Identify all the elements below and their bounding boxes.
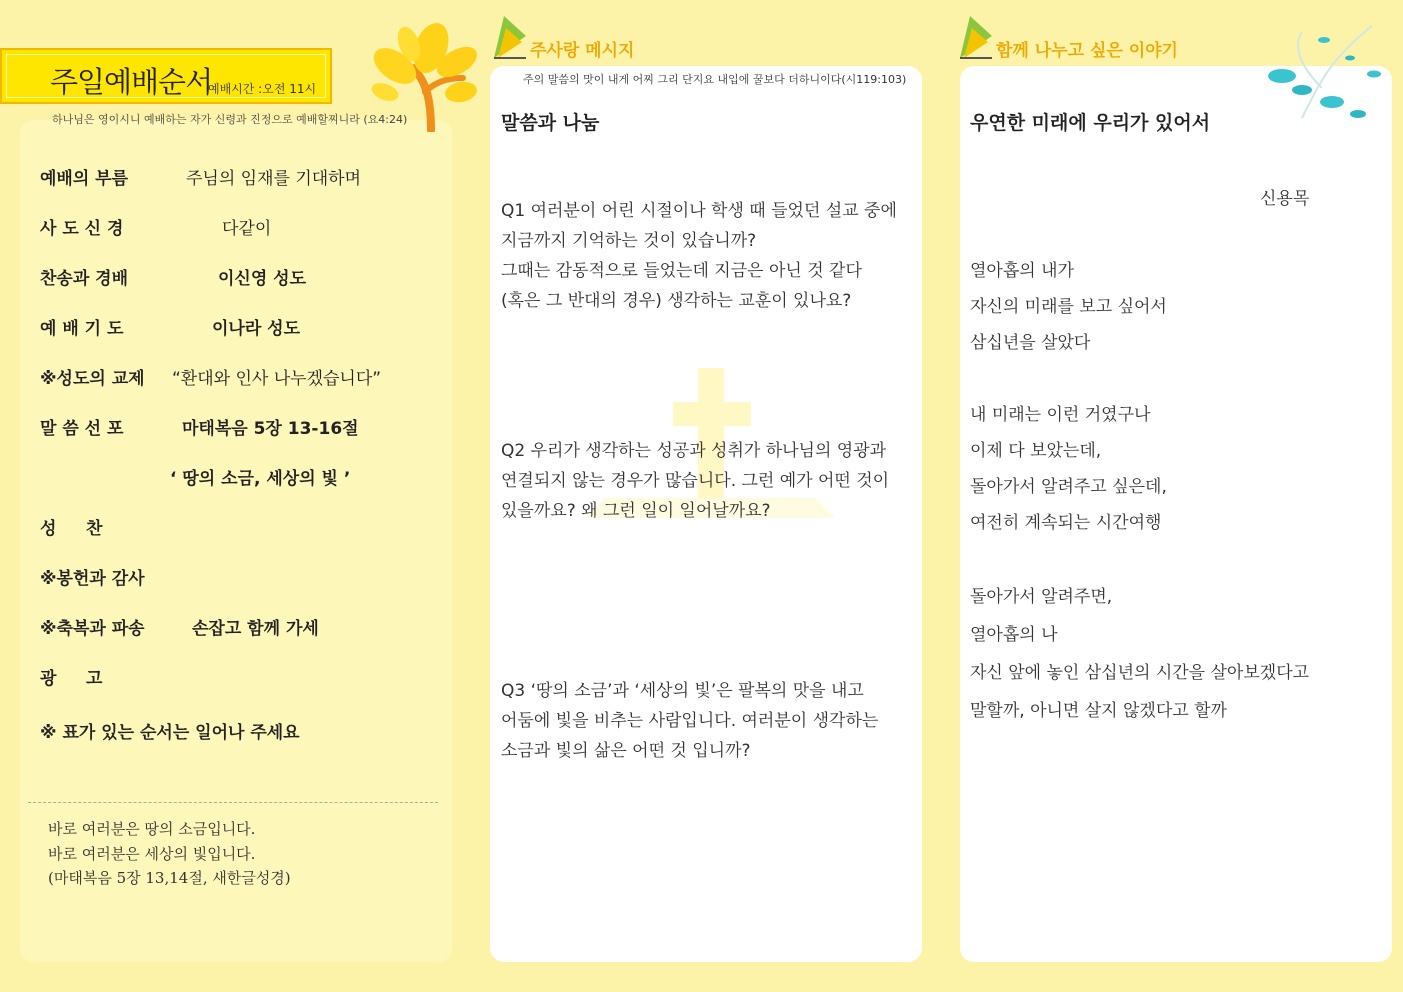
footer-line: 바로 여러분은 세상의 빛입니다. — [48, 845, 256, 863]
row-label: 말 씀 선 포 — [40, 419, 124, 439]
leaf-logo-icon — [492, 12, 528, 60]
poem-line: 돌아가서 알려주면, — [970, 587, 1113, 607]
service-time: 예배시간 :오전 11시 — [208, 82, 317, 96]
row-creed — [40, 214, 272, 239]
poem-line: 자신의 미래를 보고 싶어서 — [970, 297, 1167, 317]
section-title: 말씀과 나눔 — [501, 112, 600, 134]
row-label: 성 찬 — [40, 519, 103, 539]
row-offering — [40, 564, 145, 589]
row-label: 예 배 기 도 — [40, 319, 124, 339]
row-label: 사 도 신 경 — [40, 219, 124, 239]
row-value: 주님의 임재를 기대하며 — [186, 169, 362, 189]
footer-line: 바로 여러분은 땅의 소금입니다. — [48, 820, 256, 838]
question-line: 어둠에 빛을 비추는 사람입니다. 여러분이 생각하는 — [501, 711, 879, 731]
question-line: Q2 우리가 생각하는 성공과 성취가 하나님의 영광과 — [501, 441, 887, 461]
row-label: ※성도의 교제 — [40, 369, 145, 389]
row-value: 다같이 — [222, 219, 272, 239]
row-value: 마태복음 5장 13-16절 — [182, 419, 359, 439]
divider — [28, 802, 438, 803]
question-line: 지금까지 기억하는 것이 있습니까? — [501, 231, 757, 251]
poem-title: 우연한 미래에 우리가 있어서 — [970, 112, 1211, 134]
header-verse: 하나님은 영이시니 예배하는 자가 신령과 진정으로 예배할찌니라 (요4:24) — [52, 113, 408, 126]
poem-line: 열아홉의 내가 — [970, 261, 1074, 281]
header-verse: 주의 말씀의 맛이 내게 어찌 그리 단지요 내입에 꿀보다 더하니이다(시119:103) — [523, 73, 907, 86]
question-line: Q1 여러분이 어린 시절이나 학생 때 들었던 설교 중에 — [501, 201, 897, 221]
floral-ornament-icon — [1262, 18, 1392, 130]
footer-line: (마태복음 5장 13,14절, 새한글성경) — [48, 869, 291, 887]
row-label: ※축복과 파송 — [40, 619, 145, 639]
poem-line: 열아홉의 나 — [970, 625, 1058, 645]
page-title: 주일예배순서 — [50, 65, 213, 99]
section-header: 주사랑 메시지 — [530, 41, 635, 61]
poem-line: 돌아가서 알려주고 싶은데, — [970, 477, 1167, 497]
row-praise — [40, 264, 307, 289]
poem-line: 여전히 계속되는 시간여행 — [970, 513, 1162, 533]
poem-line: 내 미래는 이런 거였구나 — [970, 405, 1151, 425]
question-line: 소금과 빛의 삶은 어떤 것 입니까? — [501, 741, 751, 761]
standing-note: ※ 표가 있는 순서는 일어나 주세요 — [40, 723, 300, 743]
question-line: 그때는 감동적으로 들었는데 지금은 아닌 것 같다 — [501, 261, 862, 281]
poem-line: 말할까, 아니면 살지 않겠다고 할까 — [970, 701, 1227, 721]
poem-line: 삼십년을 살았다 — [970, 333, 1091, 353]
question-line: (혹은 그 반대의 경우) 생각하는 교훈이 있나요? — [501, 291, 852, 311]
poem-line: 자신 앞에 놓인 삼십년의 시간을 살아보겠다고 — [970, 663, 1310, 683]
row-value: 손잡고 함께 가세 — [192, 619, 319, 639]
question-line: Q3 ‘땅의 소금’과 ‘세상의 빛’은 팔복의 맛을 내고 — [501, 681, 864, 701]
row-value: 이신영 성도 — [218, 269, 307, 289]
row-label: ※봉헌과 감사 — [40, 569, 145, 589]
row-prayer — [40, 314, 301, 339]
leaf-logo-icon — [958, 12, 994, 60]
question-1 — [501, 196, 901, 316]
row-value: 이나라 성도 — [212, 319, 301, 339]
row-communion — [40, 514, 102, 539]
poem-line: 이제 다 보았는데, — [970, 441, 1102, 461]
row-announcements — [40, 664, 102, 689]
question-2 — [501, 436, 901, 526]
question-line: 연결되지 않는 경우가 많습니다. 그런 예가 어떤 것이 — [501, 471, 890, 491]
tree-icon — [365, 22, 477, 132]
poem-author: 신용목 — [1260, 189, 1310, 209]
row-label: 예배의 부름 — [40, 169, 129, 189]
row-fellowship — [40, 364, 382, 389]
row-sermon — [40, 414, 359, 439]
question-line: 있을까요? 왜 그런 일이 일어날까요? — [501, 501, 771, 521]
question-3 — [501, 676, 901, 766]
row-benediction — [40, 614, 319, 639]
section-header: 함께 나누고 싶은 이야기 — [996, 41, 1178, 61]
row-value: “환대와 인사 나누겠습니다” — [172, 369, 382, 389]
row-label: 찬송과 경배 — [40, 269, 129, 289]
row-value: ‘ 땅의 소금, 세상의 빛 ’ — [170, 469, 351, 489]
row-call-to-worship — [40, 164, 362, 189]
row-label: 광 고 — [40, 669, 103, 689]
